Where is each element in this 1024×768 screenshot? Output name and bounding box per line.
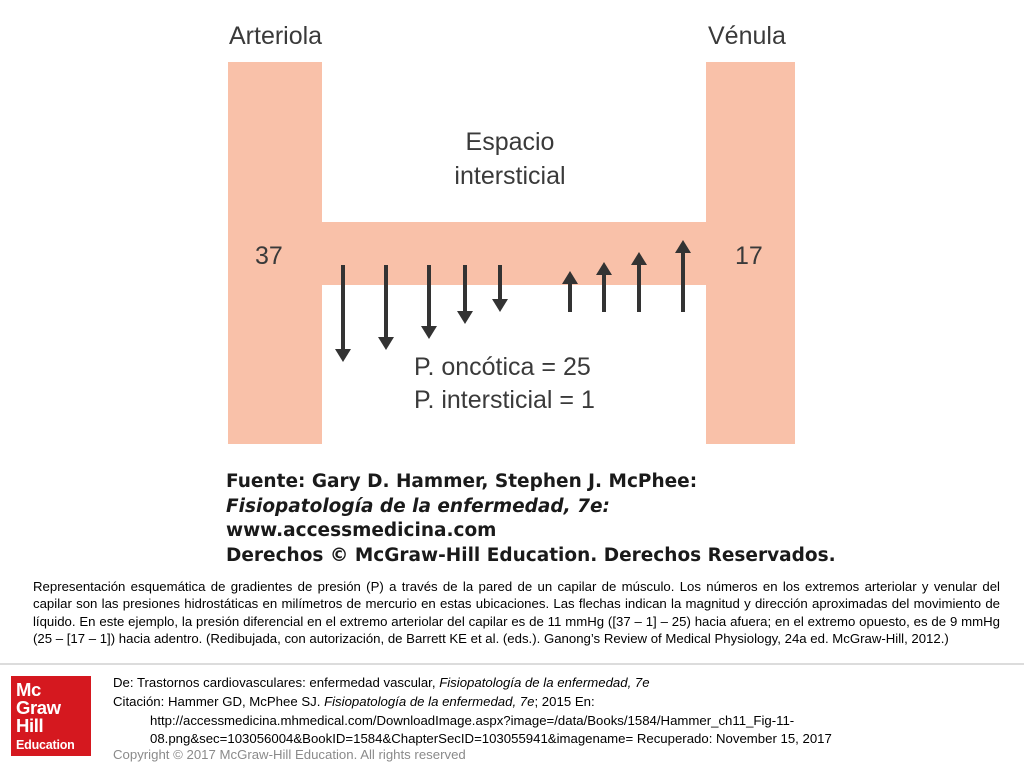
venous-pressure-value: 17 xyxy=(735,242,763,270)
reference-book-title: Fisiopatología de la enfermedad, 7e xyxy=(439,675,650,690)
source-line-authors: Fuente: Gary D. Hammer, Stephen J. McPhee: xyxy=(226,471,698,492)
citation-suffix: ; 2015 En: xyxy=(534,694,595,709)
source-line-book: Fisiopatología de la enfermedad, 7e: xyxy=(226,495,610,517)
arterial-pressure-value: 37 xyxy=(255,242,283,270)
citation-url-line2: 08.png&sec=103056004&BookID=1584&ChapterSecID=103055941&imagename= Recuperado: November 15, 2017 xyxy=(150,731,832,746)
citation-prefix: Citación: Hammer GD, McPhee SJ. xyxy=(113,694,325,709)
oncotic-pressure-label: P. oncótica = 25 xyxy=(414,353,591,381)
mcgraw-hill-logo xyxy=(11,676,91,756)
logo-text-education: Education xyxy=(16,738,75,752)
interstitial-space-line1: Espacio xyxy=(465,128,555,156)
reference-prefix: De: Trastornos cardiovasculares: enfermedad vascular, xyxy=(113,675,440,690)
figure-caption: Representación esquemática de gradientes de presión (P) a través de la pared de un capilar de músculo. Los números en los extremos arteriolar y venular del capilar son las presiones hidrostáticas en milímetros de mercurio en estas ubicaciones. Las flechas indican la magnitud y dirección aproximadas del movimiento de líquido. En este ejemplo, la presión diferencial en el extremo arteriolar del capilar es de 11 mmHg ([37 – 1] – 25) hacia afuera; en el extremo opuesto, es de 9 mmHg (25 – [17 – 1]) hacia adentro. (Redibujada, con autorización, de Barrett KE et al. (eds.). Ganong’s Review of Medical Physiology, 24a ed. McGraw-Hill, 2012.) xyxy=(33,579,1000,646)
figure-source-credit xyxy=(226,470,836,568)
logo-text-mc: Mc xyxy=(16,679,41,700)
venule-label: Vénula xyxy=(708,22,786,50)
source-line-website: www.accessmedicina.com xyxy=(226,520,497,541)
source-line-rights: Derechos © McGraw-Hill Education. Derechos Reservados. xyxy=(226,544,836,566)
interstitial-pressure-label: P. intersticial = 1 xyxy=(414,386,595,414)
arteriole-label: Arteriola xyxy=(229,22,323,50)
footer-divider xyxy=(0,663,1024,665)
copyright-notice: Copyright © 2017 McGraw-Hill Education. All rights reserved xyxy=(113,747,466,762)
citation-url-line1: http://accessmedicina.mhmedical.com/DownloadImage.aspx?image=/data/Books/1584/Hammer_ch11_Fig-11- xyxy=(150,713,795,728)
reference-line xyxy=(113,674,650,691)
citation-book-title: Fisiopatología de la enfermedad, 7e xyxy=(324,694,535,709)
logo-text-hill: Hill xyxy=(16,715,44,736)
citation-line xyxy=(113,693,595,710)
interstitial-space-line2: intersticial xyxy=(454,162,566,190)
logo-text-graw: Graw xyxy=(16,697,61,718)
